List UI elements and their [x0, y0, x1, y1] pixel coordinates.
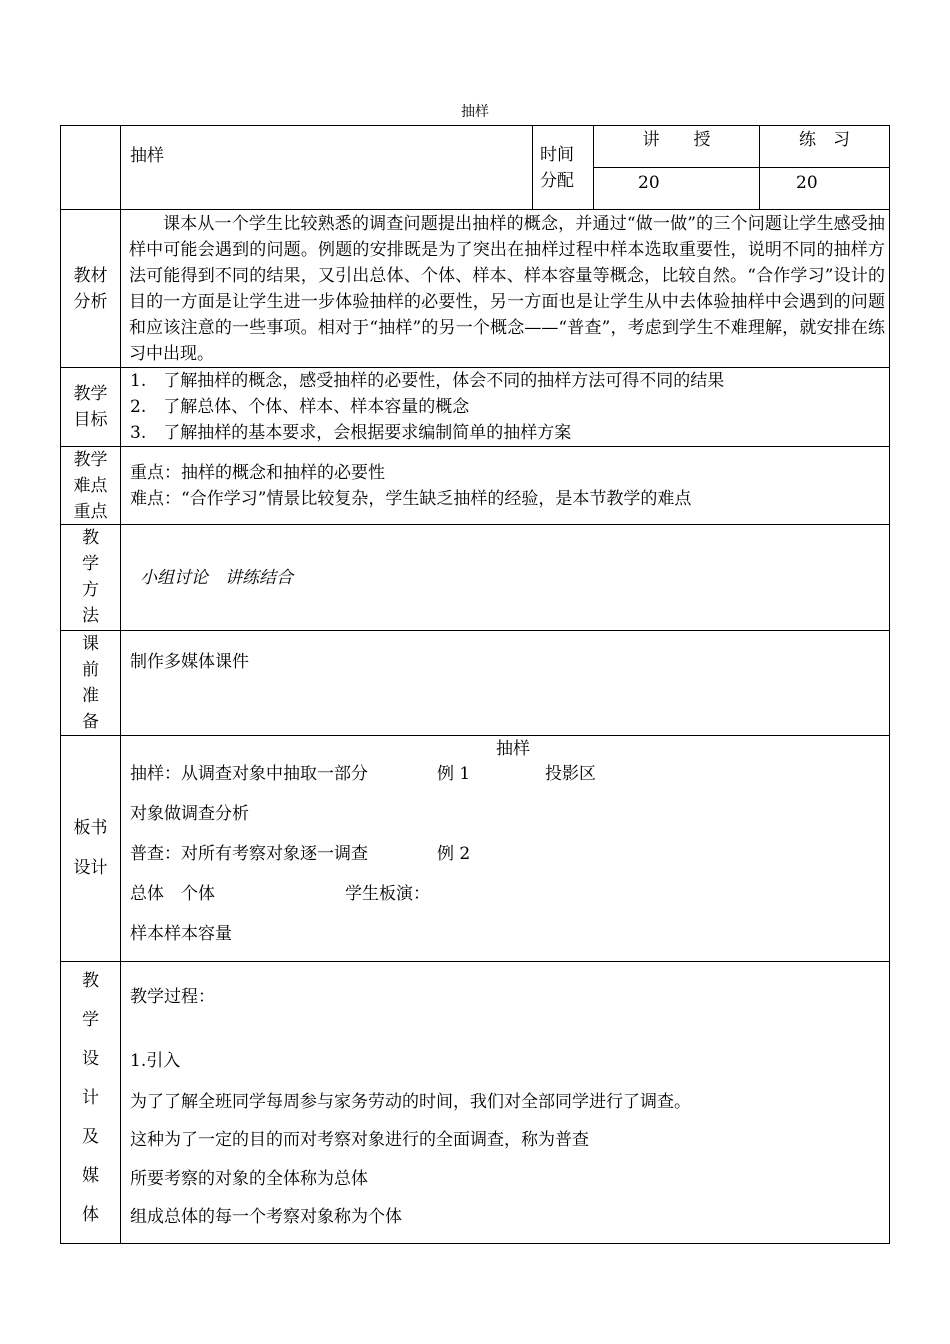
process-line: 为了了解全班同学每周参与家务劳动的时间，我们对全部同学进行了调查。 [130, 1092, 691, 1112]
process-heading: 教学过程： [130, 987, 215, 1007]
label-line: 备 [82, 712, 99, 732]
board-label [61, 808, 120, 888]
table-divider [60, 524, 890, 525]
board-line: 投影区 [545, 764, 596, 784]
label-line: 难点 [73, 476, 108, 496]
practice-minutes: 20 [796, 173, 818, 193]
label-line: 体 [82, 1205, 99, 1225]
board-line: 普查：对所有考察对象逐一调查 [130, 844, 368, 864]
board-line: 抽样：从调查对象中抽取一部分 [130, 764, 368, 784]
method-text: 小组讨论 讲练结合 [140, 568, 293, 588]
time-label-line: 时间 [540, 145, 574, 165]
practice-header: 练 习 [799, 130, 850, 150]
page-title: 抽样 [461, 104, 489, 120]
label-line: 板书 [73, 818, 108, 838]
material-label [61, 263, 120, 315]
label-line: 课 [82, 634, 99, 654]
table-divider [593, 167, 890, 168]
process-line: 这种为了一定的目的而对考察对象进行的全面调查，称为普查 [130, 1130, 589, 1150]
label-line: 学 [82, 554, 99, 574]
table-divider [60, 209, 890, 210]
label-line: 教 [82, 971, 99, 991]
board-line: 对象做调查分析 [130, 804, 249, 824]
board-title: 抽样 [496, 739, 530, 759]
table-divider [60, 630, 890, 631]
focus-label [61, 447, 120, 525]
process-line: 所要考察的对象的全体称为总体 [130, 1169, 368, 1189]
label-line: 重点 [73, 502, 108, 522]
table-divider [60, 961, 890, 962]
time-allocation-label [540, 142, 590, 194]
label-line: 学 [82, 1010, 99, 1030]
topic-cell: 抽样 [130, 146, 164, 166]
process-label [61, 962, 120, 1235]
label-line: 设计 [73, 858, 108, 878]
label-line: 方 [82, 580, 99, 600]
label-line: 及 [82, 1127, 99, 1147]
time-label-line: 分配 [540, 171, 574, 191]
label-line: 分析 [73, 292, 108, 312]
board-line: 样本样本容量 [130, 924, 232, 944]
table-divider [532, 125, 533, 210]
label-line: 法 [82, 606, 99, 626]
label-line: 目标 [73, 410, 108, 430]
table-divider [60, 446, 890, 447]
prep-text: 制作多媒体课件 [130, 652, 249, 672]
table-border-top [60, 125, 890, 126]
goal-item: 3. 了解抽样的基本要求，会根据要求编制简单的抽样方案 [130, 423, 572, 443]
table-divider [60, 735, 890, 736]
label-line: 教材 [73, 266, 108, 286]
material-analysis-text: 课本从一个学生比较熟悉的调查问题提出抽样的概念，并通过“做一做”的三个问题让学生感受抽样中可能会遇到的问题。例题的安排既是为了突出在抽样过程中样本选取重要性，说明不同的抽样方法可能得到不同的结果，又引出总体、个体、样本、样本容量等概念，比较自然。“合作学习”设计的目的一方面是让学生进一步体验抽样的必要性，另一方面也是让学生从中去体验抽样中会遇到的问题和应该注意的一些事项。相对于“抽样”的另一个概念——“普查”，考虑到学生不难理解，就安排在练习中出现。 [129, 214, 885, 364]
goals-label [61, 381, 120, 433]
board-line: 例 2 [437, 844, 471, 864]
table-divider [120, 125, 121, 1244]
table-border-bottom [60, 1243, 890, 1244]
label-line: 前 [82, 660, 99, 680]
lecture-minutes: 20 [638, 173, 660, 193]
label-line: 计 [82, 1088, 99, 1108]
board-line: 例 1 [437, 764, 471, 784]
table-border-right [889, 125, 890, 1244]
process-line: 组成总体的每一个考察对象称为个体 [130, 1207, 402, 1227]
process-step: 1.引入 [130, 1051, 181, 1071]
key-point: 重点：抽样的概念和抽样的必要性 [130, 463, 385, 483]
goal-item: 2. 了解总体、个体、样本、样本容量的概念 [130, 397, 470, 417]
label-line: 教学 [73, 450, 108, 470]
label-line: 教学 [73, 384, 108, 404]
method-label [61, 525, 120, 629]
difficulty: 难点：“合作学习”情景比较复杂，学生缺乏抽样的经验，是本节教学的难点 [130, 489, 692, 509]
board-line: 学生板演： [345, 884, 430, 904]
label-line: 准 [82, 686, 99, 706]
lecture-header: 讲 授 [642, 130, 711, 150]
board-line: 总体 个体 [130, 884, 215, 904]
label-line: 设 [82, 1049, 99, 1069]
label-line: 教 [82, 528, 99, 548]
label-line: 媒 [82, 1166, 99, 1186]
prep-label [61, 631, 120, 735]
goal-item: 1. 了解抽样的概念，感受抽样的必要性，体会不同的抽样方法可得不同的结果 [130, 371, 725, 391]
